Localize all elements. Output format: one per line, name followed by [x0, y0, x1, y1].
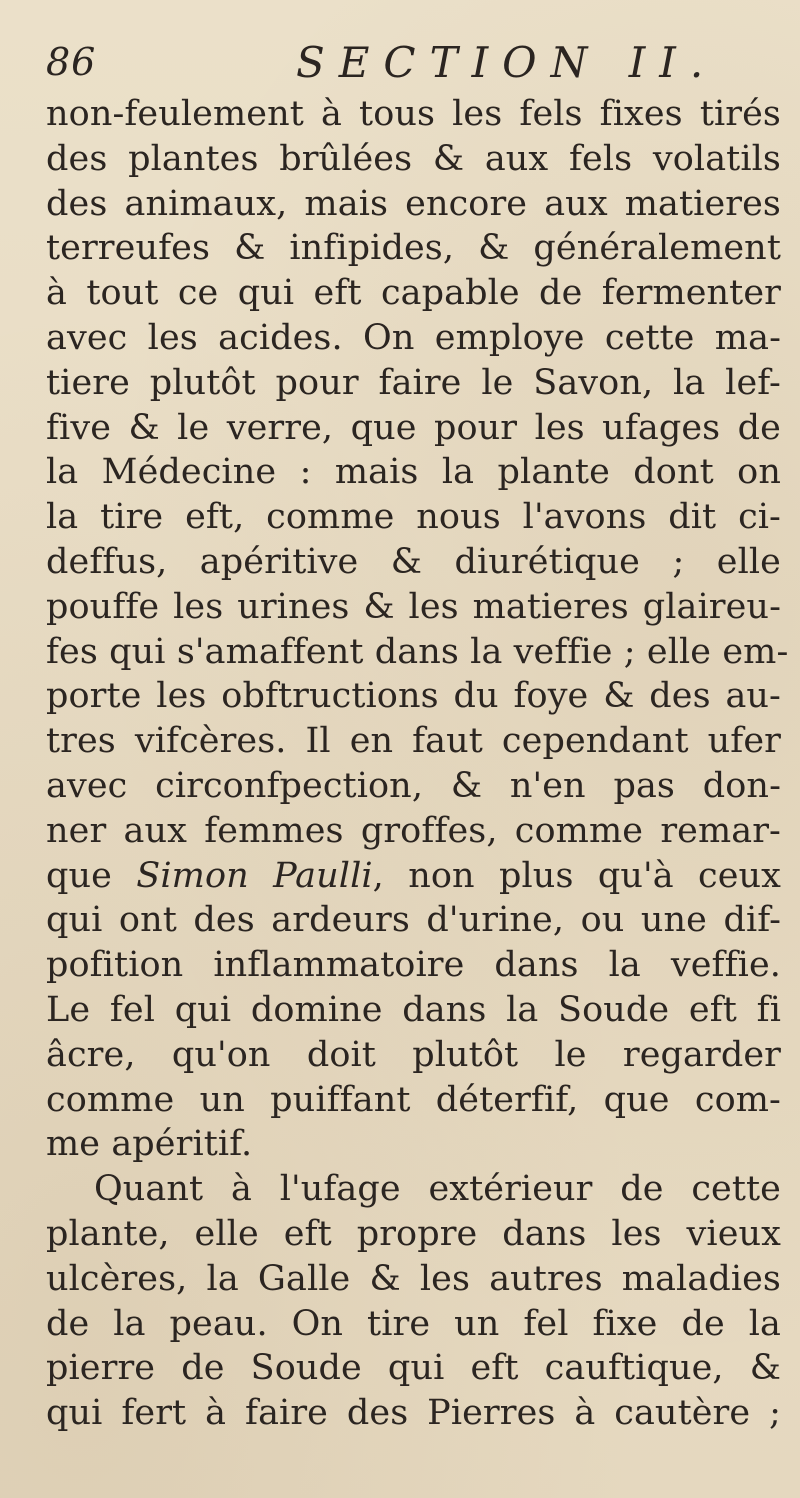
text-line: me apéritif. — [46, 1124, 253, 1165]
text-line: deffus, apéritive & diurétique ; elle — [46, 541, 781, 582]
text-line: comme un puiffant déterfif, que com- — [46, 1079, 781, 1120]
text-line: avec les acides. On employe cette ma- — [46, 317, 781, 358]
text-line: five & le verre, que pour les ufages de — [46, 407, 781, 448]
author-name: Simon Paulli — [136, 855, 373, 896]
text-line: porte les obftructions du foye & des au- — [46, 676, 781, 717]
text-line: pofition inflammatoire dans la veffie. — [46, 945, 781, 986]
text-line: Le fel qui domine dans la Soude eft fi — [46, 989, 781, 1030]
text-line: de la peau. On tire un fel fixe de la — [46, 1303, 781, 1344]
text-line: des animaux, mais encore aux matieres — [46, 183, 781, 224]
text-line: Quant à l'ufage extérieur de cette — [94, 1169, 781, 1210]
text-line: plante, elle eft propre dans les vieux — [46, 1213, 781, 1254]
page-number: 86 — [46, 40, 97, 84]
text-line: terreufes & infipides, & généralement — [46, 228, 781, 269]
text-line: qui fert à faire des Pierres à cautère ; — [46, 1393, 781, 1434]
body-text — [46, 92, 789, 1436]
text-line: à tout ce qui eft capable de fermenter — [46, 273, 781, 314]
text-line: des plantes brûlées & aux fels volatils — [46, 138, 781, 179]
text-line: pouffe les urines & les matieres glaireu- — [46, 586, 781, 627]
text-line: tiere plutôt pour faire le Savon, la lef- — [46, 362, 781, 403]
text-line: non-feulement à tous les fels fixes tirés — [46, 94, 781, 134]
page-header — [46, 36, 786, 92]
text-line: ulcères, la Galle & les autres maladies — [46, 1258, 781, 1299]
text-line: la tire eft, comme nous l'avons dit ci- — [46, 497, 781, 538]
text-fragment: que — [46, 855, 137, 896]
text-line — [46, 854, 781, 899]
text-fragment: , non plus qu'à ceux — [372, 855, 782, 896]
text-line: avec circonfpection, & n'en pas don- — [46, 765, 781, 806]
text-line: la Médecine : mais la plante dont on — [46, 452, 781, 493]
text-line: fes qui s'amaffent dans la veffie ; elle em- — [46, 631, 789, 672]
running-head: SECTION II. — [296, 38, 718, 87]
text-line: ner aux femmes groffes, comme remar- — [46, 810, 781, 851]
text-line: qui ont des ardeurs d'urine, ou une dif- — [46, 900, 781, 941]
text-line: âcre, qu'on doit plutôt le regarder — [46, 1034, 781, 1075]
text-line: pierre de Soude qui eft cauftique, & — [46, 1348, 781, 1389]
text-line: tres vifcères. Il en faut cependant ufer — [46, 721, 781, 762]
